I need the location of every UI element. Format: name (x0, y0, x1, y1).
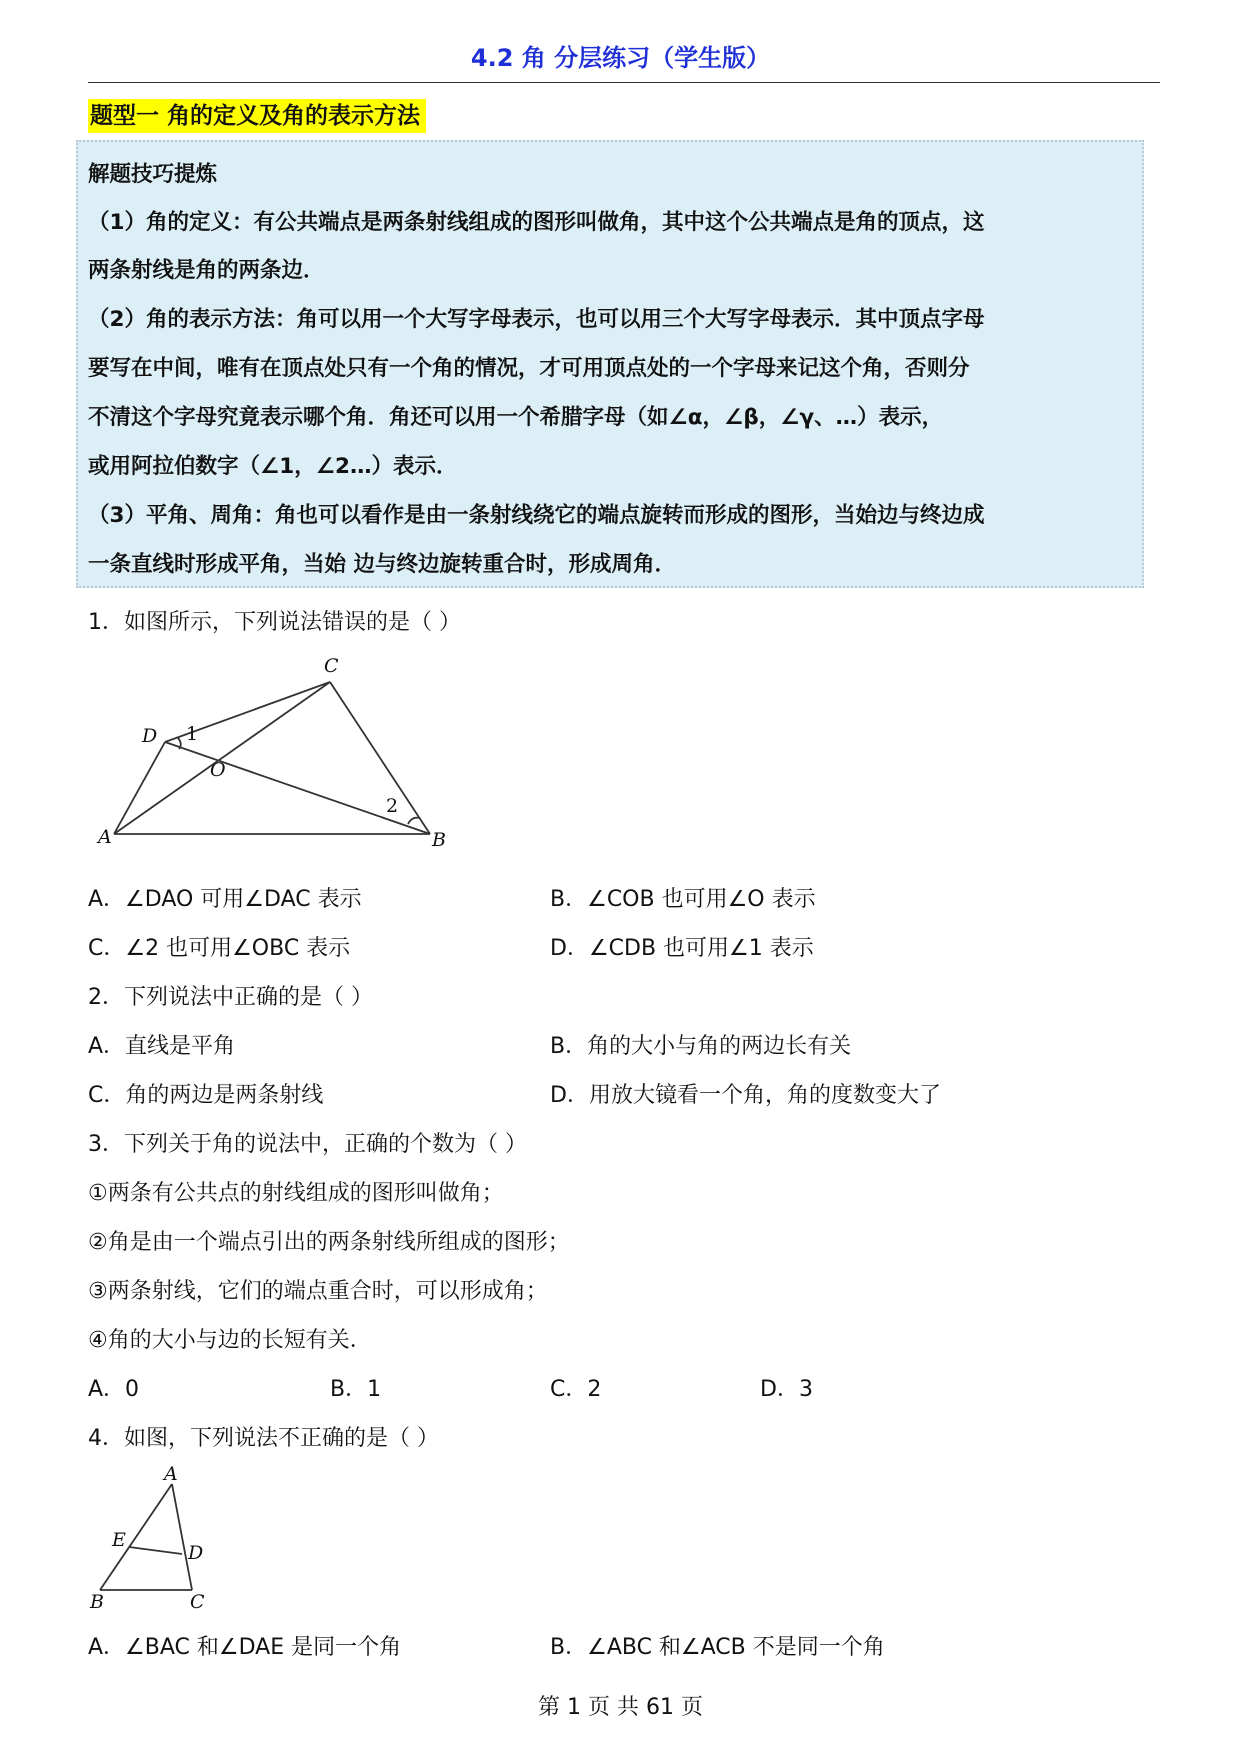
question-1-stem: 1．如图所示，下列说法错误的是（ ） (88, 610, 461, 635)
point-label-B: B (90, 1591, 104, 1613)
question-4-figure (86, 1466, 246, 1616)
header-divider (88, 82, 1160, 83)
question-4-option-b: B．∠ABC 和∠ACB 不是同一个角 (550, 1635, 885, 1660)
section-heading: 题型一 角的定义及角的表示方法 (88, 99, 426, 133)
page-footer: 第 1 页 共 61 页 (538, 1695, 703, 1720)
question-3-statement: ②角是由一个端点引出的两条射线所组成的图形； (88, 1230, 570, 1255)
question-2-option-d: D．用放大镜看一个角，角的度数变大了 (550, 1083, 941, 1108)
tips-line: 或用阿拉伯数字（∠1，∠2…）表示． (88, 454, 458, 479)
point-label-D: D (188, 1542, 204, 1564)
question-1-figure (90, 648, 470, 848)
tips-line: 不清这个字母究竟表示哪个角．角还可以用一个希腊字母（如∠α，∠β，∠γ、…）表示， (88, 405, 944, 430)
tips-line: 两条射线是角的两条边． (88, 258, 325, 283)
question-1-option-c: C．∠2 也可用∠OBC 表示 (88, 936, 351, 961)
angle-label-2: 2 (386, 795, 399, 817)
point-label-E: E (112, 1529, 126, 1551)
question-3-option-d: D．3 (760, 1377, 813, 1402)
question-3-option-a: A．0 (88, 1377, 140, 1402)
question-3-statement: ③两条射线，它们的端点重合时，可以形成角； (88, 1279, 548, 1304)
angle-2-arc (408, 818, 420, 824)
point-label-A: A (164, 1466, 178, 1485)
angle-label-1: 1 (186, 723, 199, 745)
question-2-option-c: C．角的两边是两条射线 (88, 1083, 324, 1108)
point-label-B: B (432, 829, 446, 848)
tips-line: （3）平角、周角：角也可以看作是由一条射线绕它的端点旋转而形成的图形，当始边与终边成 (88, 503, 985, 528)
question-4-option-a: A．∠BAC 和∠DAE 是同一个角 (88, 1635, 402, 1660)
point-label-D: D (142, 725, 158, 747)
question-3-statement: ①两条有公共点的射线组成的图形叫做角； (88, 1181, 504, 1206)
document-title: 4.2 角 分层练习（学生版） (470, 44, 771, 72)
tips-line: 一条直线时形成平角，当始 边与终边旋转重合时，形成周角． (88, 552, 676, 577)
point-label-C: C (324, 655, 339, 677)
point-label-O: O (210, 759, 226, 781)
segment-AC (114, 682, 330, 834)
question-2-option-a: A．直线是平角 (88, 1034, 236, 1059)
tips-line: （2）角的表示方法：角可以用一个大写字母表示，也可以用三个大写字母表示．其中顶点字母 (88, 307, 985, 332)
question-4-stem: 4．如图，下列说法不正确的是（ ） (88, 1426, 439, 1451)
segment-ED (129, 1547, 182, 1554)
question-3-stem: 3．下列关于角的说法中，正确的个数为（ ） (88, 1132, 527, 1157)
question-1-option-b: B．∠COB 也可用∠O 表示 (550, 887, 816, 912)
point-label-A: A (98, 826, 112, 848)
tips-line: 要写在中间，唯有在顶点处只有一个角的情况，才可用顶点处的一个字母来记这个角，否则分 (88, 356, 970, 381)
tips-heading: 解题技巧提炼 (88, 162, 218, 187)
segment-AB (100, 1484, 172, 1590)
question-1-option-a: A．∠DAO 可用∠DAC 表示 (88, 887, 362, 912)
question-3-statement: ④角的大小与边的长短有关． (88, 1328, 372, 1353)
question-1-option-d: D．∠CDB 也可用∠1 表示 (550, 936, 814, 961)
tips-line: （1）角的定义：有公共端点是两条射线组成的图形叫做角，其中这个公共端点是角的顶点，这 (88, 210, 985, 235)
point-label-C: C (190, 1591, 205, 1613)
segment-AD (114, 742, 165, 834)
question-2-option-b: B．角的大小与角的两边长有关 (550, 1034, 852, 1059)
segment-DB (165, 742, 430, 834)
question-3-option-c: C．2 (550, 1377, 602, 1402)
segment-CB (330, 682, 430, 834)
question-2-stem: 2．下列说法中正确的是（ ） (88, 985, 373, 1010)
question-3-option-b: B．1 (330, 1377, 382, 1402)
segment-AC (172, 1484, 192, 1590)
